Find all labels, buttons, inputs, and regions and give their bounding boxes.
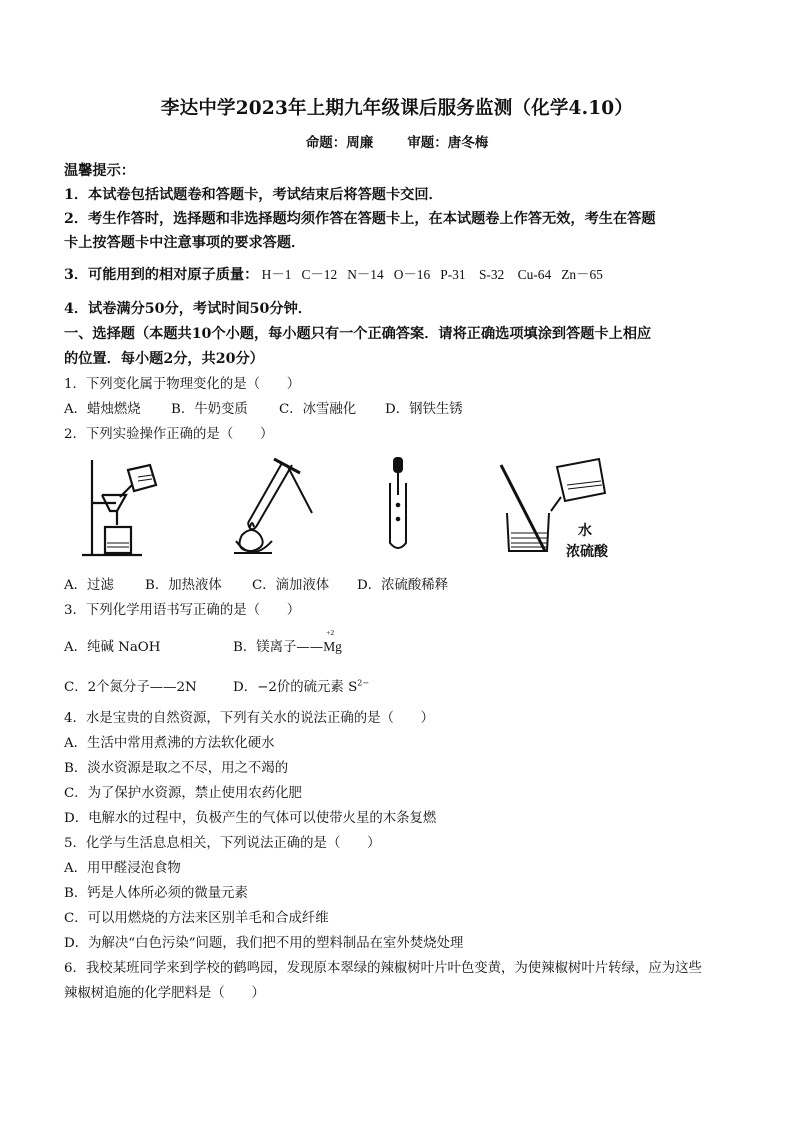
mass-h: H－1: [261, 267, 292, 282]
q1-stem: 1．下列变化属于物理变化的是（ ）: [64, 377, 301, 392]
q2-stem: 2．下列实验操作正确的是（ ）: [64, 427, 274, 442]
q3-stem: 3．下列化学用语书写正确的是（ ）: [64, 603, 301, 618]
section1-line1: 一、选择题（本题共10个小题，每小题只有一个正确答案．请将正确选项填涂到答题卡上相应: [64, 326, 652, 342]
q3-b-charge: +2: [326, 628, 335, 637]
q3-option-b: [233, 628, 342, 655]
reviewer-credit: 审题：唐冬梅: [407, 135, 489, 151]
tip-4: 4．试卷满分50分，考试时间50分钟．: [64, 301, 312, 317]
page-title: 李达中学2023年上期九年级课后服务监测（化学4.10）: [160, 98, 634, 119]
q1-option-b: B．牛奶变质: [171, 402, 248, 417]
tip-3: [64, 264, 603, 284]
q3-option-b-text: B．镁离子——: [233, 640, 324, 655]
q2-option-d: D．浓硫酸稀释: [357, 578, 449, 593]
mass-s: S-32: [478, 267, 505, 282]
tip-3-label: 3．可能用到的相对原子质量：: [64, 267, 259, 283]
filtration-apparatus-figure: [80, 455, 165, 560]
q2-option-a: A．过滤: [64, 578, 114, 593]
q4-option-d: D．电解水的过程中，负极产生的气体可以使带火星的木条复燃: [64, 811, 437, 826]
q1-option-a: A．蜡烛燃烧: [64, 402, 141, 417]
figure-label-water: 水: [578, 523, 592, 539]
q5-stem: 5．化学与生活息息相关，下列说法正确的是（ ）: [64, 836, 381, 851]
mass-p: P-31: [440, 267, 466, 282]
mass-zn: Zn－65: [561, 267, 603, 282]
q5-option-d: D．为解决“白色污染”问题，我们把不用的塑料制品在室外焚烧处理: [64, 936, 464, 951]
q4-option-b: B．淡水资源是取之不尽，用之不竭的: [64, 761, 289, 776]
mass-c: C－12: [301, 267, 338, 282]
q4-option-a: A．生活中常用煮沸的方法软化硬水: [64, 736, 275, 751]
q1-option-d: D．钢铁生锈: [385, 402, 463, 417]
q3-b-symbol: Mg: [323, 639, 342, 654]
q5-option-c: C．可以用燃烧的方法来区别羊毛和合成纤维: [64, 911, 329, 926]
tip-1: 1．本试卷包括试题卷和答题卡，考试结束后将答题卡交回．: [64, 187, 443, 203]
tips-heading: 温馨提示：: [64, 163, 135, 179]
figure-label-acid: 浓硫酸: [566, 544, 608, 560]
q5-option-a: A．用甲醛浸泡食物: [64, 861, 181, 876]
q2-option-b: B．加热液体: [145, 578, 222, 593]
q3-option-c: C．2个氮分子——2N: [64, 680, 197, 695]
q6-line2: 辣椒树追施的化学肥料是（ ）: [64, 986, 265, 1001]
tip-2-line2: 卡上按答题卡中注意事项的要求答题．: [64, 235, 306, 251]
section1-line2: 的位置．每小题2分，共20分）: [64, 351, 264, 367]
exam-credits: [0, 131, 794, 151]
q4-option-c: C．为了保护水资源，禁止使用农药化肥: [64, 786, 302, 801]
dropper-figure: [383, 455, 413, 555]
q3-option-a: A．纯碱 NaOH: [64, 640, 161, 655]
mass-cu: Cu-64: [517, 267, 552, 282]
q3-option-d: [233, 676, 369, 695]
tip-2-line1: 2．考生作答时，选择题和非选择题均须作答在答题卡上，在本试题卷上作答无效，考生在答题: [64, 211, 656, 227]
q2-option-c: C．滴加液体: [252, 578, 330, 593]
heating-liquid-figure: [222, 455, 322, 565]
q3-option-d-text: D．−2价的硫元素 S: [233, 680, 358, 695]
q1-option-c: C．冰雪融化: [279, 402, 357, 417]
author-credit: 命题：周廉: [305, 135, 374, 151]
mass-n: N－14: [347, 267, 384, 282]
q5-option-b: B．钙是人体所必须的微量元素: [64, 886, 248, 901]
q6-line1: 6．我校某班同学来到学校的鹤鸣园，发现原本翠绿的辣椒树叶片叶色变黄，为使辣椒树叶片转绿，应为这些: [64, 961, 702, 976]
q4-stem: 4．水是宝贵的自然资源，下列有关水的说法正确的是（ ）: [64, 711, 435, 726]
q3-d-charge: 2−: [357, 678, 370, 688]
mass-o: O－16: [393, 267, 431, 282]
